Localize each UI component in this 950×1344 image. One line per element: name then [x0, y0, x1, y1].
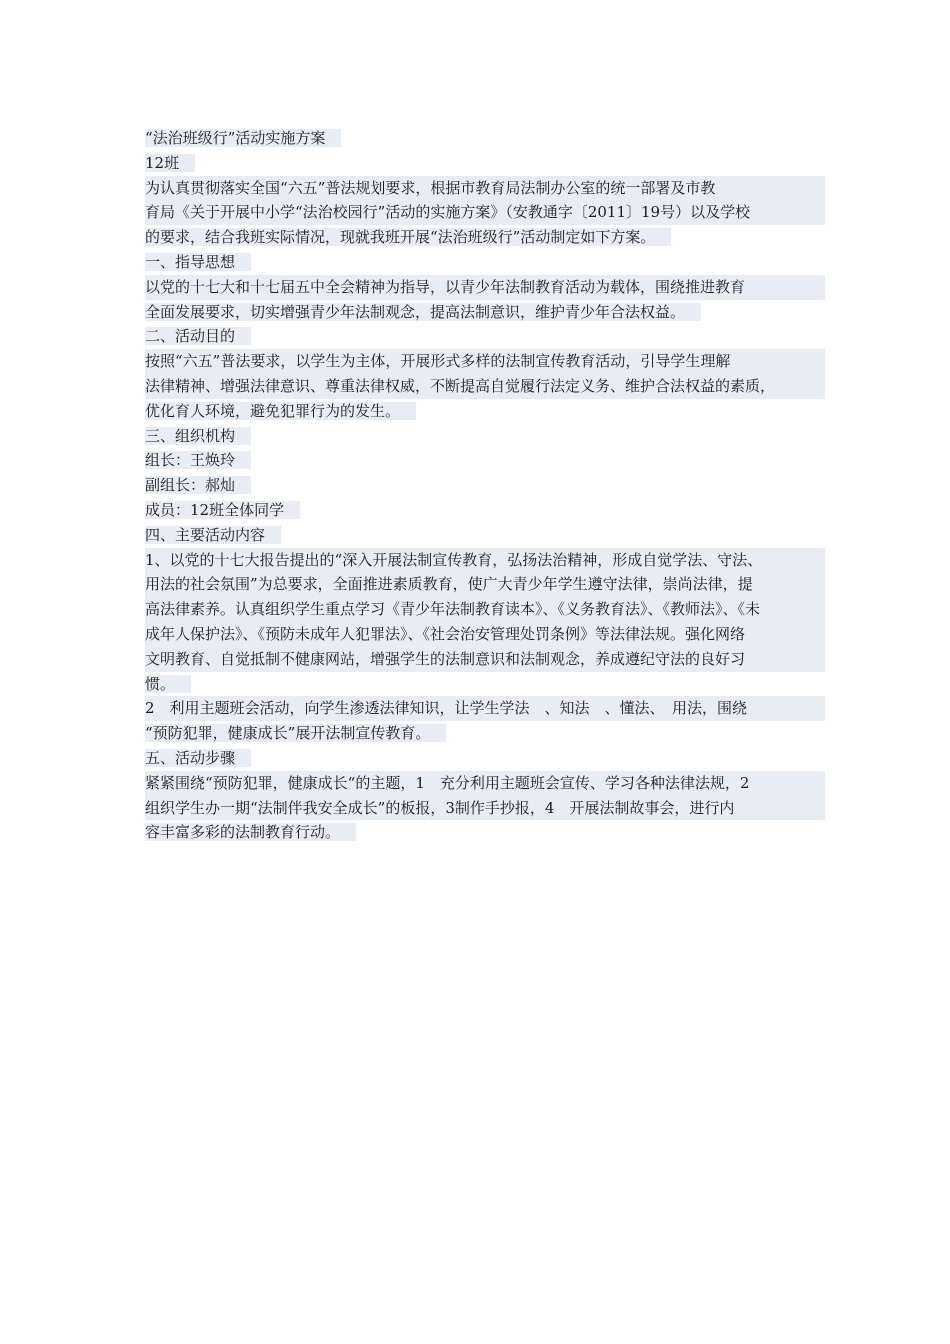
section-heading-activities: 四、主要活动内容 [145, 523, 825, 548]
intro-paragraph-line: 育局《关于开展中小学“法治校园行”活动的实施方案》（安教通字〔2011〕19号）以及学校 [145, 200, 825, 225]
purpose-line: 优化育人环境，避免犯罪行为的发生。 [145, 399, 825, 424]
document-title: “法治班级行”活动实施方案 [145, 126, 825, 151]
activity-item-2-line: “预防犯罪，健康成长”展开法制宣传教育。 [145, 721, 825, 746]
activity-item-1-line: 高法律素养。认真组织学生重点学习《青少年法制教育读本》、《义务教育法》、《教师法》、《未 [145, 597, 825, 622]
document-page [145, 126, 825, 845]
intro-paragraph-line: 的要求，结合我班实际情况，现就我班开展“法治班级行”活动制定如下方案。 [145, 225, 825, 250]
section-heading-organization: 三、组织机构 [145, 424, 825, 449]
leader-line: 组长：王焕玲 [145, 448, 825, 473]
guiding-thought-line: 全面发展要求，切实增强青少年法制观念，提高法制意识，维护青少年合法权益。 [145, 300, 825, 325]
activity-item-1-line: 1、以党的十七大报告提出的“深入开展法制宣传教育，弘扬法治精神，形成自觉学法、守法、 [145, 548, 825, 573]
section-heading-guiding-thought: 一、指导思想 [145, 250, 825, 275]
section-heading-purpose: 二、活动目的 [145, 324, 825, 349]
activity-item-1-line: 文明教育、自觉抵制不健康网站，增强学生的法制意识和法制观念，养成遵纪守法的良好习 [145, 647, 825, 672]
steps-line: 紧紧围绕“预防犯罪，健康成长“的主题，1 充分利用主题班会宣传、学习各种法律法规，2 [145, 771, 825, 796]
guiding-thought-line: 以党的十七大和十七届五中全会精神为指导，以青少年法制教育活动为载体，围绕推进教育 [145, 275, 825, 300]
section-heading-steps: 五、活动步骤 [145, 746, 825, 771]
vice-leader-line: 副组长：郝灿 [145, 473, 825, 498]
activity-item-1-line: 用法的社会氛围”为总要求，全面推进素质教育，使广大青少年学生遵守法律，崇尚法律，提 [145, 572, 825, 597]
members-line: 成员：12班全体同学 [145, 498, 825, 523]
purpose-line: 法律精神、增强法律意识、尊重法律权威，不断提高自觉履行法定义务、维护合法权益的素质， [145, 374, 825, 399]
activity-item-1-line: 成年人保护法》、《预防未成年人犯罪法》、《社会治安管理处罚条例》等法律法规。强化网络 [145, 622, 825, 647]
activity-item-2-line: 2 利用主题班会活动，向学生渗透法律知识，让学生学法 、知法 、懂法、 用法，围绕 [145, 696, 825, 721]
purpose-line: 按照“六五”普法要求，以学生为主体，开展形式多样的法制宣传教育活动，引导学生理解 [145, 349, 825, 374]
steps-line: 组织学生办一期“法制伴我安全成长”的板报，3制作手抄报，4 开展法制故事会，进行内 [145, 796, 825, 821]
intro-paragraph-line: 为认真贯彻落实全国“六五”普法规划要求，根据市教育局法制办公室的统一部署及市教 [145, 176, 825, 201]
steps-line: 容丰富多彩的法制教育行动。 [145, 820, 825, 845]
class-label: 12班 [145, 151, 825, 176]
activity-item-1-line: 惯。 [145, 672, 825, 697]
